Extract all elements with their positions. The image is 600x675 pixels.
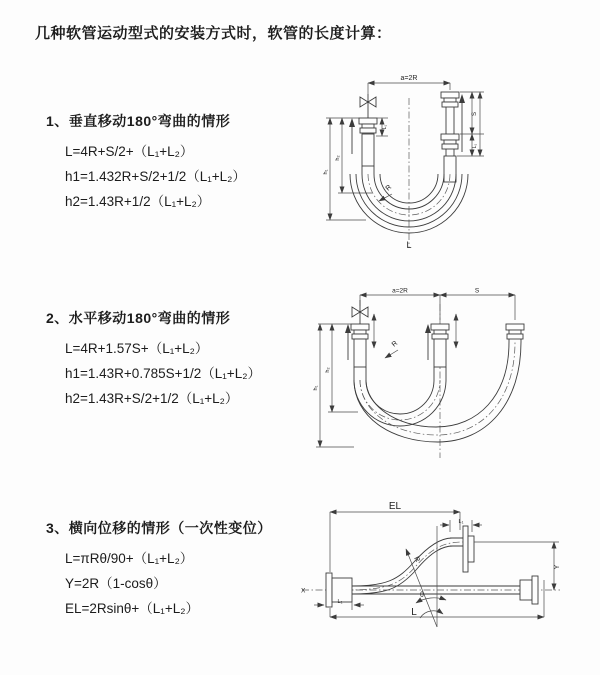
left-flange [359, 118, 377, 174]
section-3 [46, 518, 272, 621]
dim-y [474, 542, 561, 590]
section-2-formula-h2: h2=1.43R+S/2+1/2（L₁+L₂） [65, 391, 239, 406]
diagram-horizontal-180-bend [310, 284, 565, 469]
angle-label: θ [420, 592, 424, 599]
section-1-formula-h2: h2=1.43R+1/2（L₁+L₂） [65, 194, 211, 209]
hose-arcs-static [354, 380, 446, 426]
dim-a2r [360, 288, 515, 321]
dim-l1-upper-label: L₁ [458, 519, 464, 525]
page-title: 几种软管运动型式的安装方式时，软管的长度计算： [35, 25, 392, 42]
radius-label: R [412, 555, 421, 564]
right-flange-upper [441, 92, 459, 134]
dim-a2r-label: a=2R [400, 75, 418, 82]
dim-el [330, 501, 460, 572]
dim-l1-right-label: L₁ [472, 143, 478, 149]
dim-l1-left [376, 118, 388, 136]
dim-h1-label: h₁ [323, 169, 329, 175]
radius-callout [385, 340, 399, 358]
dim-l-label: L [411, 607, 417, 618]
diagram-vertical-180-bend [314, 70, 564, 262]
section-1-formula-L: L=4R+S/2+（L₁+L₂） [65, 144, 194, 159]
section-2-formula-h1: h1=1.43R+0.785S+1/2（L₁+L₂） [65, 366, 261, 381]
dim-s-label: S [472, 111, 478, 117]
section-2-formula-L: L=4R+1.57S+（L₁+L₂） [65, 341, 209, 356]
section-3-heading: 3、横向位移的情形（一次性变位） [46, 520, 272, 536]
dim-s-label: S [474, 287, 480, 295]
length-label: L [406, 240, 412, 250]
dim-l1-lower [314, 597, 364, 610]
dim-a2r [368, 75, 450, 94]
valve-icon [360, 94, 376, 118]
diagram-lateral-displacement [296, 496, 591, 658]
dim-h1-label: h₁ [313, 385, 319, 391]
section-1-formula-h1: h1=1.432R+S/2+1/2（L₁+L₂） [65, 169, 246, 184]
dim-l1-lower-label: L₁ [337, 599, 343, 605]
dim-el-label: EL [388, 501, 402, 512]
dim-h2-label: h₂ [325, 367, 331, 373]
valve-icon [352, 300, 368, 324]
dim-l1-left-label: L₁ [382, 124, 388, 130]
dim-h-left [313, 324, 358, 447]
section-1-heading: 1、垂直移动180°弯曲的情形 [46, 113, 231, 129]
section-1 [46, 111, 246, 214]
radius-label: R [384, 183, 394, 193]
section-2 [46, 308, 261, 411]
motion-arrow-right [459, 94, 465, 152]
dim-a2r-label: a=2R [392, 287, 408, 295]
section-2-heading: 2、水平移动180°弯曲的情形 [46, 310, 231, 326]
left-flange [351, 324, 369, 380]
section-3-formula-Y: Y=2R（1-cosθ） [65, 576, 167, 591]
motion-arrow-left [349, 118, 355, 154]
upper-flange [450, 526, 474, 572]
motion-arrow-middle [425, 324, 431, 360]
dim-h2-label: h₂ [335, 155, 341, 161]
axis-label: X [301, 587, 306, 595]
right-flange [520, 576, 538, 604]
section-3-formula-EL: EL=2Rsinθ+（L₁+L₂） [65, 601, 199, 616]
right-flange [506, 324, 524, 342]
dim-y-label: Y [554, 564, 561, 570]
dim-l1-upper [440, 519, 482, 532]
motion-arrow-left [345, 324, 351, 360]
section-3-formula-L: L=πRθ/90+（L₁+L₂） [65, 551, 194, 566]
radius-label: R [390, 339, 400, 349]
